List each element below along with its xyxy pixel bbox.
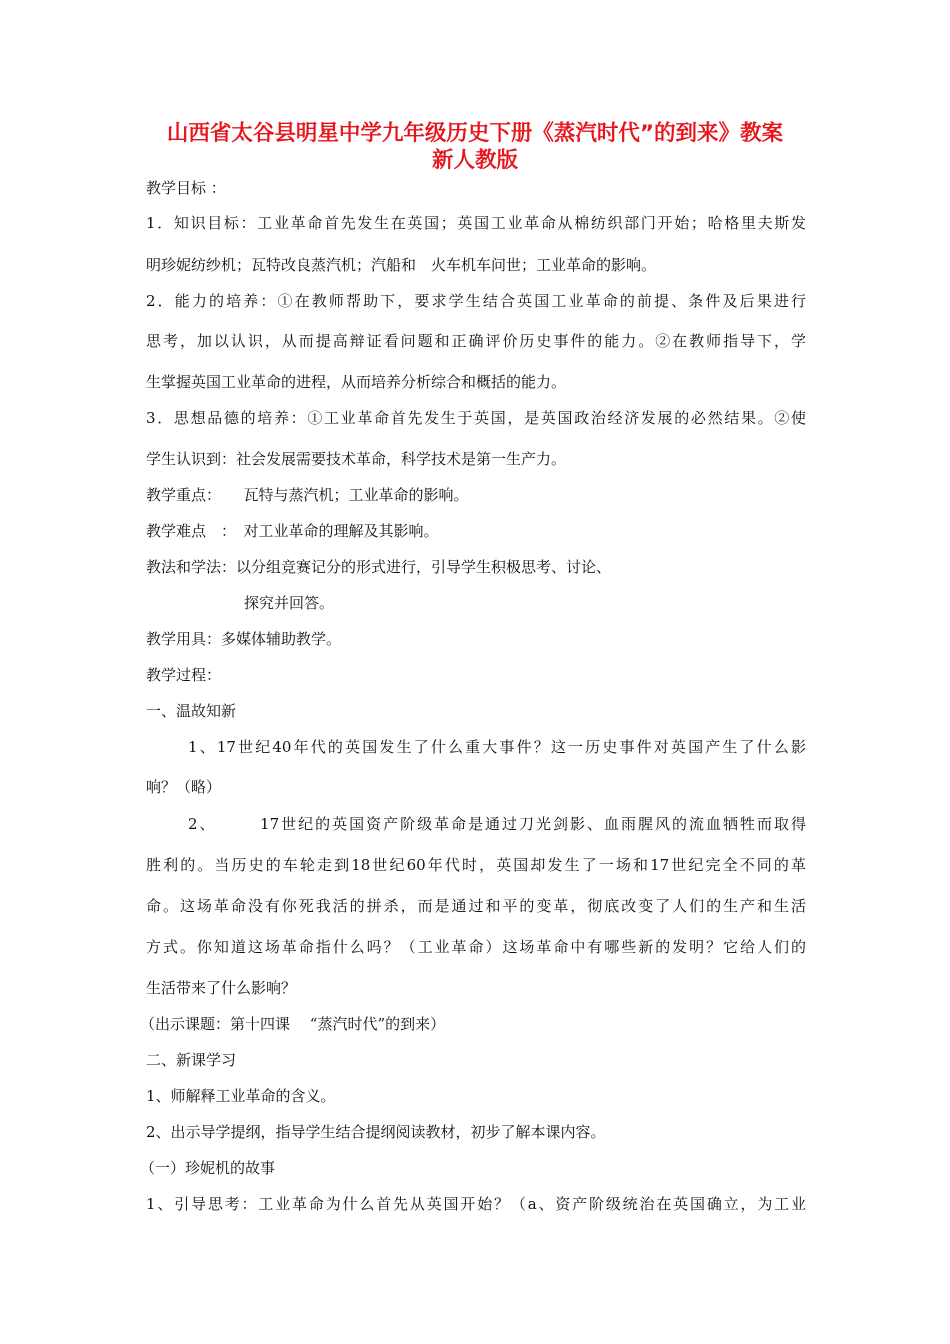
section-heading-review: 一、温故知新	[146, 702, 237, 720]
methods-line-continued: 探究并回答。	[244, 594, 335, 612]
paragraph-line: 生活带来了什么影响？	[146, 979, 297, 997]
paragraph-line: 2．能力的培养：①在教师帮助下，要求学生结合英国工业革命的前提、条件及后果进行	[146, 292, 806, 310]
difficult-points-line: 教学难点 ： 对工业革命的理解及其影响。	[146, 522, 439, 540]
paragraph-line: 1、17世纪40年代的英国发生了什么重大事件？这一历史事件对英国产生了什么影	[188, 738, 806, 756]
paragraph-line: 1、引导思考：工业革命为什么首先从英国开始？（a、资产阶级统治在英国确立，为工业	[146, 1195, 806, 1213]
key-points-line: 教学重点： 瓦特与蒸汽机；工业革命的影响。	[146, 486, 469, 504]
paragraph-line: 明珍妮纺纱机；瓦特改良蒸汽机；汽船和 火车机车问世；工业革命的影响。	[146, 256, 657, 274]
paragraph-line: 2、出示导学提纲，指导学生结合提纲阅读教材，初步了解本课内容。	[146, 1123, 606, 1141]
paragraph-line: 3．思想品德的培养：①工业革命首先发生于英国，是英国政治经济发展的必然结果。②使	[146, 409, 806, 427]
subsection-heading: （一）珍妮机的故事	[140, 1159, 276, 1177]
methods-line: 教法和学法：以分组竞赛记分的形式进行，引导学生积极思考、讨论、	[146, 558, 612, 576]
paragraph-line: 1．知识目标：工业革命首先发生在英国；英国工业革命从棉纺织部门开始；哈格里夫斯发	[146, 214, 806, 232]
paragraph-line: 胜利的。当历史的车轮走到18世纪60年代时，英国却发生了一场和17世纪完全不同的革	[146, 856, 806, 874]
paragraph-line: 思考，加以认识，从而提高辩证看问题和正确评价历史事件的能力。②在教师指导下，学	[146, 332, 806, 350]
document-title-line2: 新人教版	[431, 148, 518, 173]
section-heading-process: 教学过程：	[146, 666, 222, 684]
paragraph-line: 生掌握英国工业革命的进程，从而培养分析综合和概括的能力。	[146, 373, 567, 391]
paragraph-line: 1、师解释工业革命的含义。	[146, 1087, 336, 1105]
paragraph-line: 命。这场革命没有你死我活的拼杀，而是通过和平的变革，彻底改变了人们的生产和生活	[146, 897, 806, 915]
document-title-line1: 山西省太谷县明星中学九年级历史下册《蒸汽时代”的到来》教案	[166, 121, 784, 146]
paragraph-line: 响？（略）	[146, 778, 222, 796]
paragraph-line: 2、 17世纪的英国资产阶级革命是通过刀光剑影、血雨腥风的流血牺牲而取得	[188, 815, 806, 833]
paragraph-line: 方式。你知道这场革命指什么吗？（工业革命）这场革命中有哪些新的发明？它给人们的	[146, 938, 806, 956]
paragraph-line: 学生认识到：社会发展需要技术革命，科学技术是第一生产力。	[146, 450, 567, 468]
lesson-topic-line: （出示课题：第十四课 “蒸汽时代”的到来）	[140, 1015, 446, 1033]
section-heading-new-lesson: 二、新课学习	[146, 1051, 237, 1069]
teaching-tools-line: 教学用具：多媒体辅助教学。	[146, 630, 342, 648]
section-heading-objectives: 教学目标 ：	[146, 179, 226, 197]
